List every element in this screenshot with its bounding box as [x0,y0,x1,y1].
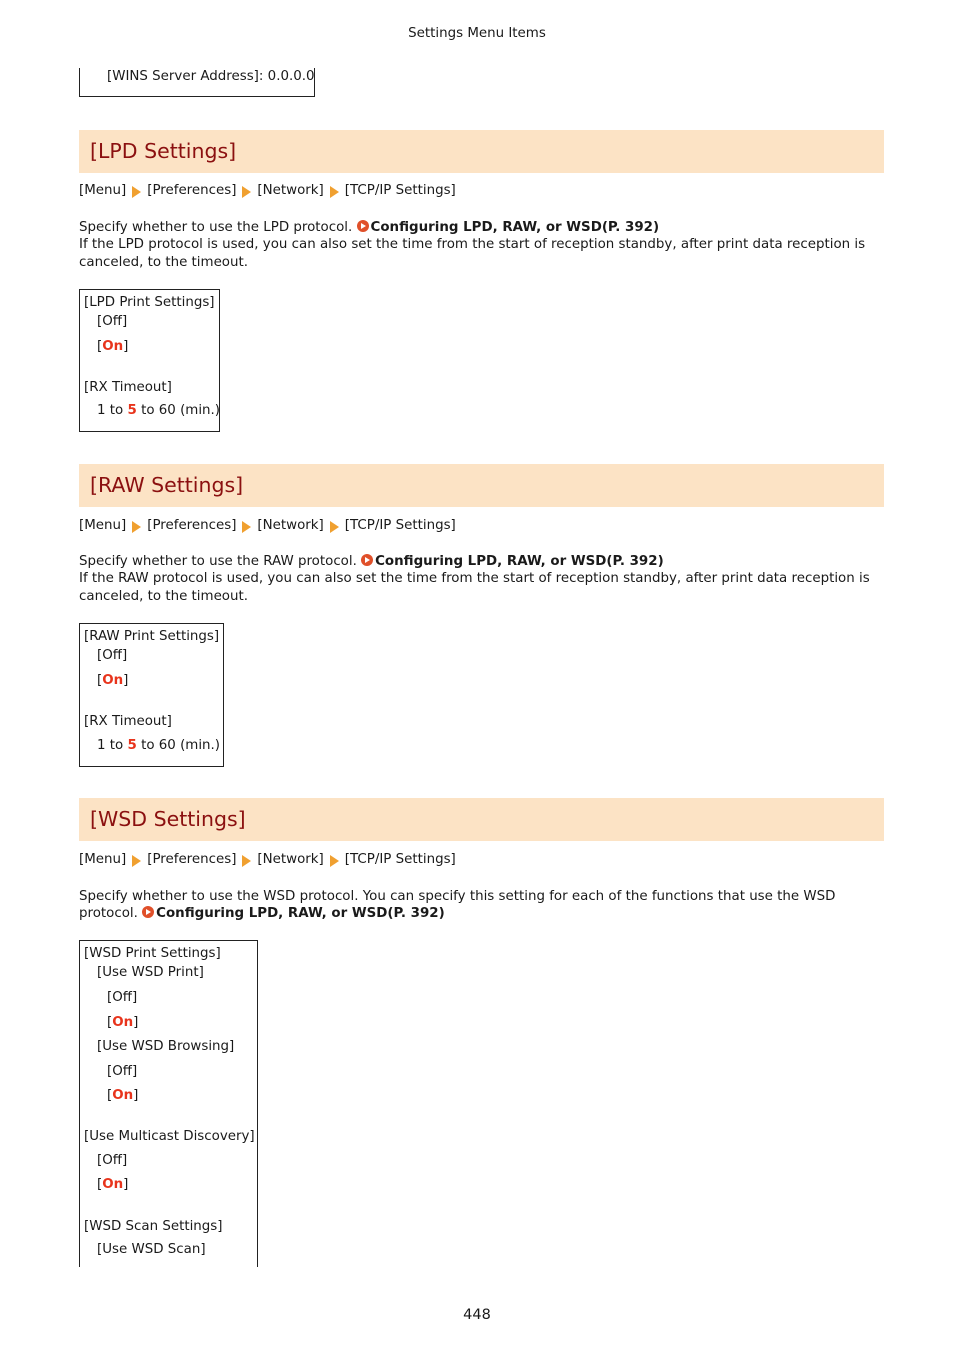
raw-options-box [79,623,224,767]
wsd-print-on-option: [On] [107,1015,139,1030]
use-wsd-browsing-label: [Use WSD Browsing] [97,1039,235,1054]
wsd-description [79,888,879,923]
link-arrow-icon [357,220,369,232]
breadcrumb-arrow-icon [330,521,339,533]
raw-off-option: [Off] [97,648,128,663]
default-value-marker: On [102,1177,124,1192]
wsd-print-settings-label: [WSD Print Settings] [84,946,221,961]
breadcrumb-arrow-icon [330,855,339,867]
default-value-marker: 5 [127,403,137,418]
lpd-print-settings-label: [LPD Print Settings] [84,295,215,310]
breadcrumb-tcpip: [TCP/IP Settings] [344,183,456,198]
raw-description-text: Specify whether to use the RAW protocol. [79,554,362,569]
page-number: 448 [463,1307,491,1323]
breadcrumb [79,183,456,198]
use-multicast-discovery-label: [Use Multicast Discovery] [84,1129,255,1144]
breadcrumb-tcpip: [TCP/IP Settings] [344,852,456,867]
multicast-off-option: [Off] [97,1153,128,1168]
link-arrow-icon [142,906,154,918]
breadcrumb-network: [Network] [257,183,324,198]
wsd-config-link[interactable]: Configuring LPD, RAW, or WSD(P. 392) [156,906,445,922]
breadcrumb-network: [Network] [257,852,324,867]
raw-timeout-range: 1 to 5 to 60 (min.) [97,738,221,753]
breadcrumb-arrow-icon [242,186,251,198]
lpd-timeout-range: 1 to 5 to 60 (min.) [97,403,221,418]
wins-server-box [79,68,315,97]
raw-description [79,553,879,605]
breadcrumb [79,852,456,867]
default-value-marker: On [112,1088,134,1103]
raw-section-heading [79,464,884,507]
default-value-marker: On [112,1015,134,1030]
breadcrumb-preferences: [Preferences] [147,183,237,198]
breadcrumb-menu: [Menu] [79,183,127,198]
breadcrumb-arrow-icon [132,521,141,533]
breadcrumb [79,518,456,533]
breadcrumb-arrow-icon [132,186,141,198]
breadcrumb-arrow-icon [242,521,251,533]
breadcrumb-preferences: [Preferences] [147,518,237,533]
breadcrumb-tcpip: [TCP/IP Settings] [344,518,456,533]
wsd-browsing-off-option: [Off] [107,1064,138,1079]
wsd-print-off-option: [Off] [107,990,138,1005]
lpd-rx-timeout-label: [RX Timeout] [84,380,172,395]
raw-section-title: [RAW Settings] [90,473,244,497]
lpd-section-title: [LPD Settings] [90,139,237,163]
lpd-config-link[interactable]: Configuring LPD, RAW, or WSD(P. 392) [370,220,660,235]
lpd-off-option: [Off] [97,314,128,329]
lpd-options-box [79,289,220,432]
raw-on-option: [On] [97,673,129,688]
breadcrumb-network: [Network] [257,518,324,533]
multicast-on-option: [On] [97,1177,129,1192]
use-wsd-scan-label: [Use WSD Scan] [97,1242,206,1257]
default-value-marker: On [102,673,124,688]
lpd-on-option: [On] [97,339,129,354]
breadcrumb-preferences: [Preferences] [147,852,237,867]
running-header: Settings Menu Items [408,26,546,41]
default-value-marker: 5 [127,738,137,753]
raw-print-settings-label: [RAW Print Settings] [84,629,220,644]
wins-server-address: [WINS Server Address]: 0.0.0.0 [107,69,315,84]
breadcrumb-arrow-icon [330,186,339,198]
use-wsd-print-label: [Use WSD Print] [97,965,204,980]
wsd-section-heading [79,798,884,841]
lpd-description [79,219,879,271]
wsd-description-text: Specify whether to use the WSD protocol. You can specify this setting for each of the functions that use the WSD protocol. [79,889,836,922]
breadcrumb-menu: [Menu] [79,518,127,533]
breadcrumb-arrow-icon [242,855,251,867]
raw-rx-timeout-label: [RX Timeout] [84,714,172,729]
lpd-description-detail: If the LPD protocol is used, you can also set the time from the start of reception standby, after print data reception is canceled, to the timeout. [79,237,866,270]
wsd-section-title: [WSD Settings] [90,807,246,831]
lpd-description-text: Specify whether to use the LPD protocol. [79,220,357,235]
lpd-section-heading [79,130,884,173]
wsd-browsing-on-option: [On] [107,1088,139,1103]
wsd-options-box [79,940,258,1267]
wsd-scan-settings-label: [WSD Scan Settings] [84,1219,223,1234]
link-arrow-icon [361,554,373,566]
raw-config-link[interactable]: Configuring LPD, RAW, or WSD(P. 392) [375,554,664,569]
breadcrumb-arrow-icon [132,855,141,867]
raw-description-detail: If the RAW protocol is used, you can also set the time from the start of reception standby, after print data reception is canceled, to the timeout. [79,571,870,604]
breadcrumb-menu: [Menu] [79,852,127,867]
default-value-marker: On [102,339,124,354]
